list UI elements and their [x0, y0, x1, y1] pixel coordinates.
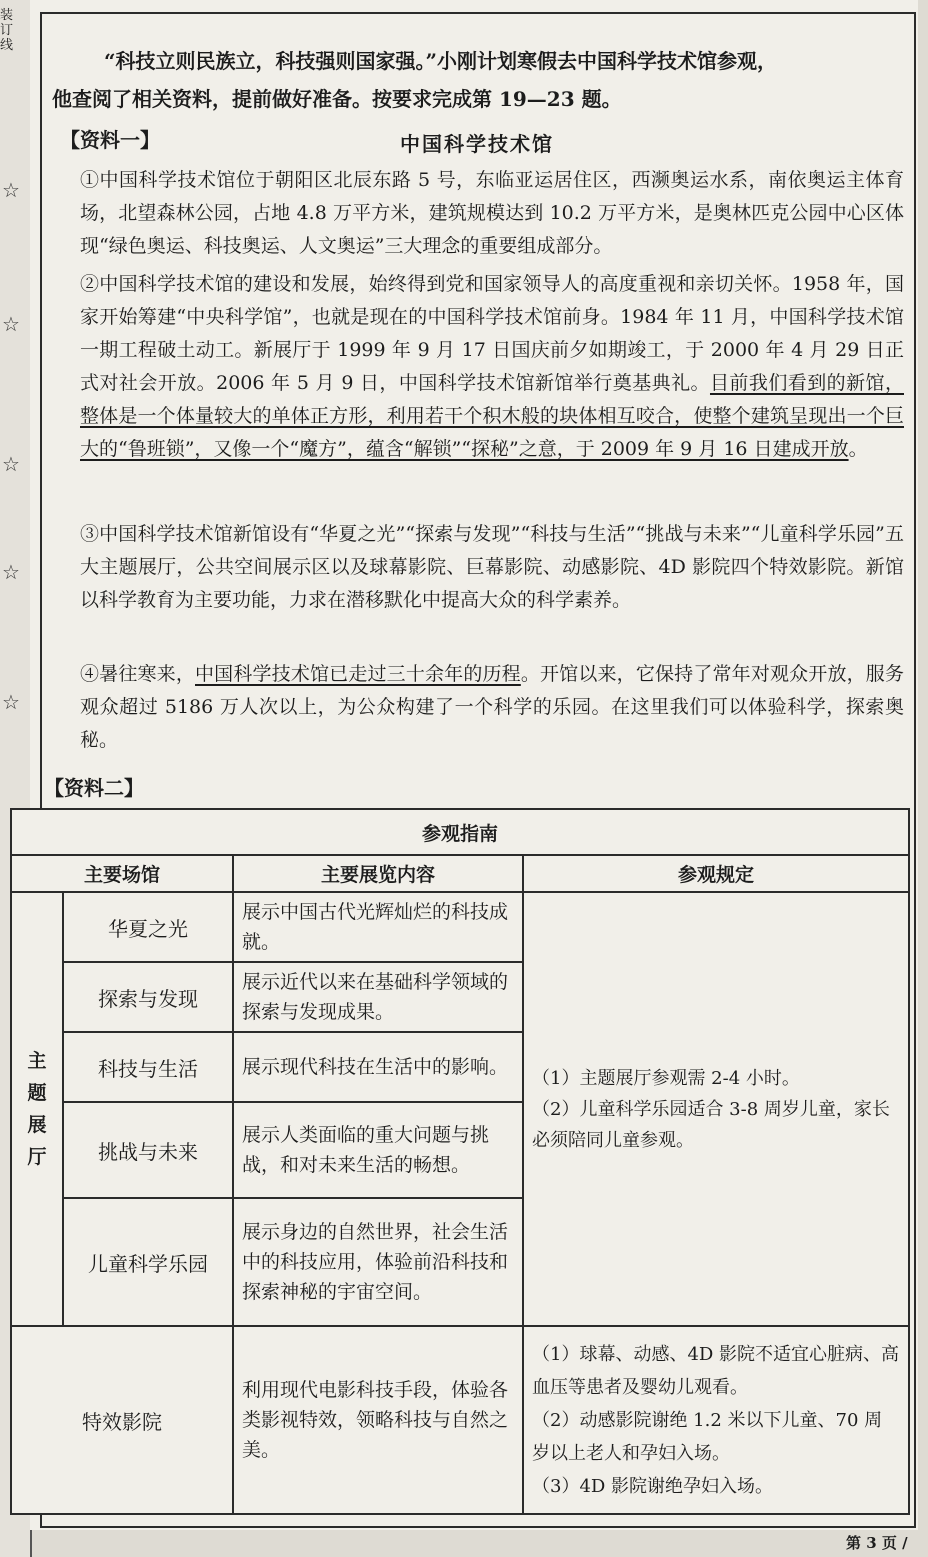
theater-rules	[523, 1326, 909, 1514]
intro-line-2: 他查阅了相关资料，提前做好准备。按要求完成第 19—23 题。	[52, 87, 622, 111]
theme-hall-group-label: 主 题 展 厅	[11, 892, 63, 1326]
underlined-sentence: 目前我们看到的新馆，整体是一个体量较大的单体正方形，利用若干个积木般的块体相互咬合，使整个建筑呈现出一个巨大的“鲁班锁”，又像一个“魔方”，蕴含“解锁”“探秘”之意，于 2009 年 9 月 16 日建成开放	[80, 372, 904, 460]
theater-content: 利用现代电影科技手段，体验各类影视特效，领略科技与自然之美。	[233, 1326, 523, 1514]
paragraph-2	[44, 268, 904, 466]
star-icon: ☆	[2, 178, 20, 202]
hall-content: 展示现代科技在生活中的影响。	[233, 1032, 523, 1102]
hall-content: 展示近代以来在基础科学领域的探索与发现成果。	[233, 962, 523, 1032]
hall-content: 展示身边的自然世界，社会生活中的科技应用，体验前沿科技和探索神秘的宇宙空间。	[233, 1198, 523, 1326]
hall-content: 展示人类面临的重大问题与挑战，和对未来生活的畅想。	[233, 1102, 523, 1198]
star-icon: ☆	[2, 690, 20, 714]
hall-name: 科技与生活	[63, 1032, 233, 1102]
paragraph-2-plain: ②中国科学技术馆的建设和发展，始终得到党和国家领导人的高度重视和亲切关怀。1958 年，国家开始筹建“中央科学馆”，也就是现在的中国科学技术馆前身。1984 年 11 月，中国科学技术馆一期工程破土动工。新展厅于 1999 年 9 月 17 日国庆前夕如期竣工，于 2000 年 4 月 29 日正式对社会开放。2006 年 5 月 9 日，中国科学技术馆新馆举行奠基典礼。	[80, 273, 904, 394]
paragraph-2-end: 。	[848, 438, 868, 460]
theater-rule-1: （1）球幕、动感、4D 影院不适宜心脏病、高血压等患者及婴幼儿观看。	[532, 1343, 900, 1398]
paragraph-1-text: ①中国科学技术馆位于朝阳区北辰东路 5 号，东临亚运居住区，西濒奥运水系，南依奥运主体育场，北望森林公园，占地 4.8 万平方米，建筑规模达到 10.2 万平方米，是奥林匹克公园中心区体现“绿色奥运、科技奥运、人文奥运”三大理念的重要组成部分。	[80, 169, 904, 257]
paragraph-4-rest: 。开馆以来，它保持了常年对观众开放，服务观众超过 5186 万人次以上，为公众构建了一个科学的乐园。在这里我们可以体验科学，探索奥秘。	[80, 663, 904, 751]
theater-rule-3: （3）4D 影院谢绝孕妇入场。	[532, 1475, 774, 1497]
page-number: 第 3 页 /	[846, 1534, 908, 1552]
table-caption: 参观指南	[11, 809, 909, 855]
paragraph-2-text	[44, 268, 904, 466]
theater-rule-2: （2）动感影院谢绝 1.2 米以下儿童、70 周岁以上老人和孕妇入场。	[532, 1409, 883, 1464]
paragraph-4-text	[44, 658, 904, 757]
intro-text	[52, 42, 904, 118]
hall-rule-1: （1）主题展厅参观需 2-4 小时。	[532, 1067, 800, 1089]
intro-line-1: “科技立则民族立，科技强则国家强。”小刚计划寒假去中国科学技术馆参观，	[104, 49, 778, 73]
visit-guide-table	[10, 808, 910, 1515]
header-rules: 参观规定	[523, 855, 909, 892]
material1-title: 中国科学技术馆	[400, 132, 554, 156]
star-icon: ☆	[2, 312, 20, 336]
header-content: 主要展览内容	[233, 855, 523, 892]
star-icon: ☆	[2, 452, 20, 476]
theater-name: 特效影院	[11, 1326, 233, 1514]
material1-label: 【资料一】	[60, 128, 160, 152]
underlined-phrase: 中国科学技术馆已走过三十余年的历程	[195, 663, 521, 685]
paragraph-3-text: ③中国科学技术馆新馆设有“华夏之光”“探索与发现”“科技与生活”“挑战与未来”“儿童科学乐园”五大主题展厅，公共空间展示区以及球幕影院、巨幕影院、动感影院、4D 影院四个特效影院。新馆以科学教育为主要功能，力求在潜移默化中提高大众的科学素养。	[80, 523, 904, 611]
header-venue: 主要场馆	[11, 855, 233, 892]
hall-content: 展示中国古代光辉灿烂的科技成就。	[233, 892, 523, 962]
paragraph-3	[44, 518, 904, 617]
theme-hall-rules	[523, 892, 909, 1326]
hall-name: 探索与发现	[63, 962, 233, 1032]
paragraph-4	[44, 658, 904, 757]
material2-label: 【资料二】	[44, 776, 144, 800]
binding-label: 装订线	[0, 8, 14, 53]
star-icon: ☆	[2, 560, 20, 584]
paragraph-4-start: ④暑往寒来，	[80, 663, 195, 685]
hall-name: 儿童科学乐园	[63, 1198, 233, 1326]
hall-rule-2: （2）儿童科学乐园适合 3-8 周岁儿童，家长必须陪同儿童参观。	[532, 1098, 890, 1151]
hall-name: 华夏之光	[63, 892, 233, 962]
hall-name: 挑战与未来	[63, 1102, 233, 1198]
paragraph-1	[44, 164, 904, 263]
